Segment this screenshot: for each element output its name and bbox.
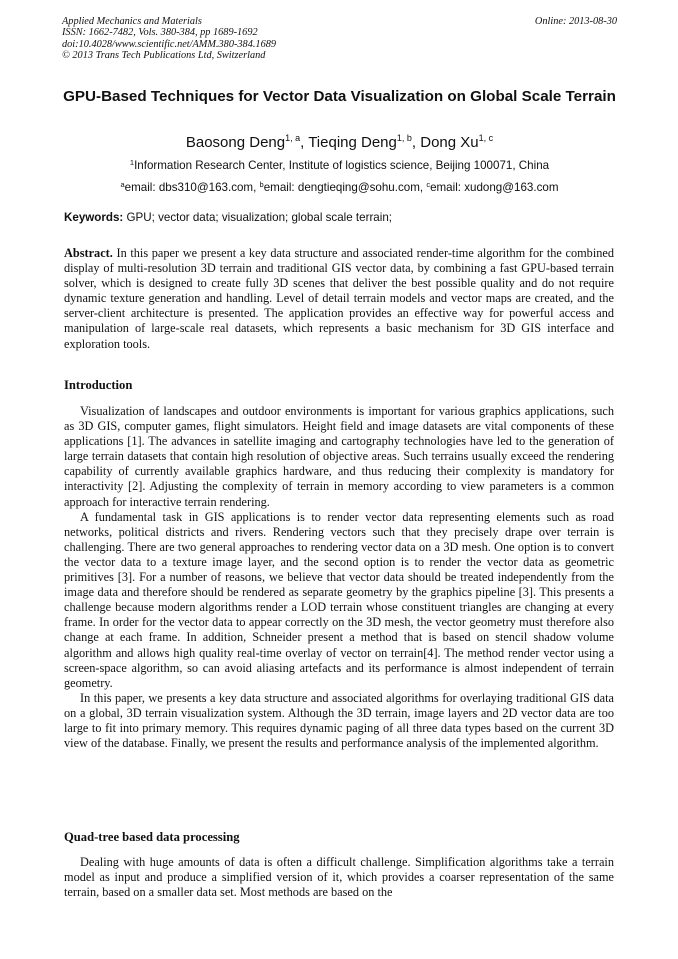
doi-line: doi:10.4028/www.scientific.net/AMM.380-384.1689 [62, 38, 277, 50]
section-title-quadtree: Quad-tree based data processing [64, 830, 240, 844]
issn-line: ISSN: 1662-7482, Vols. 380-384, pp 1689-1692 [62, 27, 258, 39]
author-separator: , [300, 134, 309, 151]
paper-title: GPU-Based Techniques for Vector Data Visualization on Global Scale Terrain [63, 88, 616, 105]
email-mark: c [426, 180, 431, 189]
abstract-label: Abstract. [64, 246, 113, 260]
author-list [62, 129, 617, 152]
affiliation-text: Information Research Center, Institute of logistics science, Beijing 100071, China [134, 159, 550, 172]
author-name: Tieqing Deng [308, 134, 397, 151]
email-mark: b [259, 180, 264, 189]
author-affiliation-mark: 1, c [478, 133, 494, 143]
author-name: Baosong Deng [185, 134, 286, 151]
section-title-introduction: Introduction [64, 378, 133, 392]
paragraph: Visualization of landscapes and outdoor environments is important for various graphics applications, such as 3D GIS, computer games, flight simulators. Height field and image datasets are vital components of these applications [1]. The advances in satellite imaging and cartography technologies have led to the generation of large terrain datasets that contain high resolution of objective areas. Such terrains usually exceed the rendering capability of currently available graphics hardware, and thus reducing their complexity is mandatory for interactivity [2]. Adjusting the complexity of terrain in memory according to view parameters is a common approach for interactive terrain rendering. [64, 404, 614, 509]
author-affiliation-mark: 1, b [396, 133, 412, 143]
journal-header [62, 16, 617, 62]
affiliation-mark: 1 [129, 158, 135, 167]
author-separator: , [411, 134, 421, 151]
paragraph: A fundamental task in GIS applications is to render vector data representing elements such as road networks, political districts and rivers. Rendering vectors such that they precisely drape over terrain is challenging. There are two general approaches to rendering vector data on a 3D mesh. One option is to convert the vector data to a texture image layer, and the second option is to render the vector data as geometric primitives [3]. For a number of reasons, we believe that vector data should be treated independently from the image data and therefore should be rendered as separate geometry by the graphics pipeline [3]. This presents a challenge because modern algorithms render a LOD terrain whose constituent triangles are changing at every frame. In order for the vector data to appear correctly on the 3D mesh, the vector geometry must therefore also change at each frame. In addition, Schneider present a method that is based on stencil shadow volume algorithm and allows high quality real-time overlay of vector on terrain[4]. The method render vector using a screen-space algorithm, so can avoid aliasing artefacts and its performance is almost independent of terrain geometry. [64, 509, 614, 690]
email-link[interactable]: email: dbs310@163.com, [124, 181, 260, 194]
abstract-text: In this paper we present a key data structure and associated render-time algorithm for the combined display of multi-resolution 3D terrain and traditional GIS vector data, by combining a fast GPU-based terrain solver, which is designed to create fully 3D scenes that deliver the best possible quality and do not require dynamic texture generation and handling. Level of detail terrain models and vector maps are created, and the server-client architecture is presented. The application provides an effective way for powerful access and manipulation of large-scale real datasets, which represents a basic mechanism for 3D GIS interface and exploration tools. [64, 246, 614, 351]
author-affiliation-mark: 1, a [285, 133, 301, 143]
paragraph: In this paper, we presents a key data structure and associated algorithms for overlaying traditional GIS data on a global, 3D terrain visualization system. Although the 3D terrain, image layers and 2D vector data are too large to fit into primary memory. This requires dynamic paging of all three data types based on the current 3D view of the database. Finally, we present the results and performance analysis of the implemented algorithm. [64, 690, 614, 751]
email-link[interactable]: email: dengtieqing@sohu.com, [263, 181, 427, 194]
email-mark: a [120, 180, 125, 189]
email-link[interactable]: email: xudong@163.com [430, 181, 559, 194]
email-line [62, 178, 617, 195]
copyright-line: © 2013 Trans Tech Publications Ltd, Switzerland [62, 50, 266, 62]
abstract-paragraph [64, 246, 614, 352]
keywords-label: Keywords: [64, 211, 124, 224]
abstract [64, 246, 614, 352]
affiliation [62, 156, 617, 173]
quadtree-body [64, 855, 614, 900]
paragraph: Dealing with huge amounts of data is often a difficult challenge. Simplification algorithms take a terrain model as input and produce a simplified version of it, which provides a coarser representation of the same terrain, based on a smaller data set. Most methods are based on the [64, 855, 614, 900]
keywords-text: GPU; vector data; visualization; global scale terrain; [123, 211, 392, 224]
online-date: Online: 2013-08-30 [534, 16, 617, 27]
author-name: Dong Xu [420, 134, 479, 151]
journal-name: Applied Mechanics and Materials [62, 16, 202, 27]
introduction-body [64, 404, 614, 751]
keywords [64, 211, 619, 225]
